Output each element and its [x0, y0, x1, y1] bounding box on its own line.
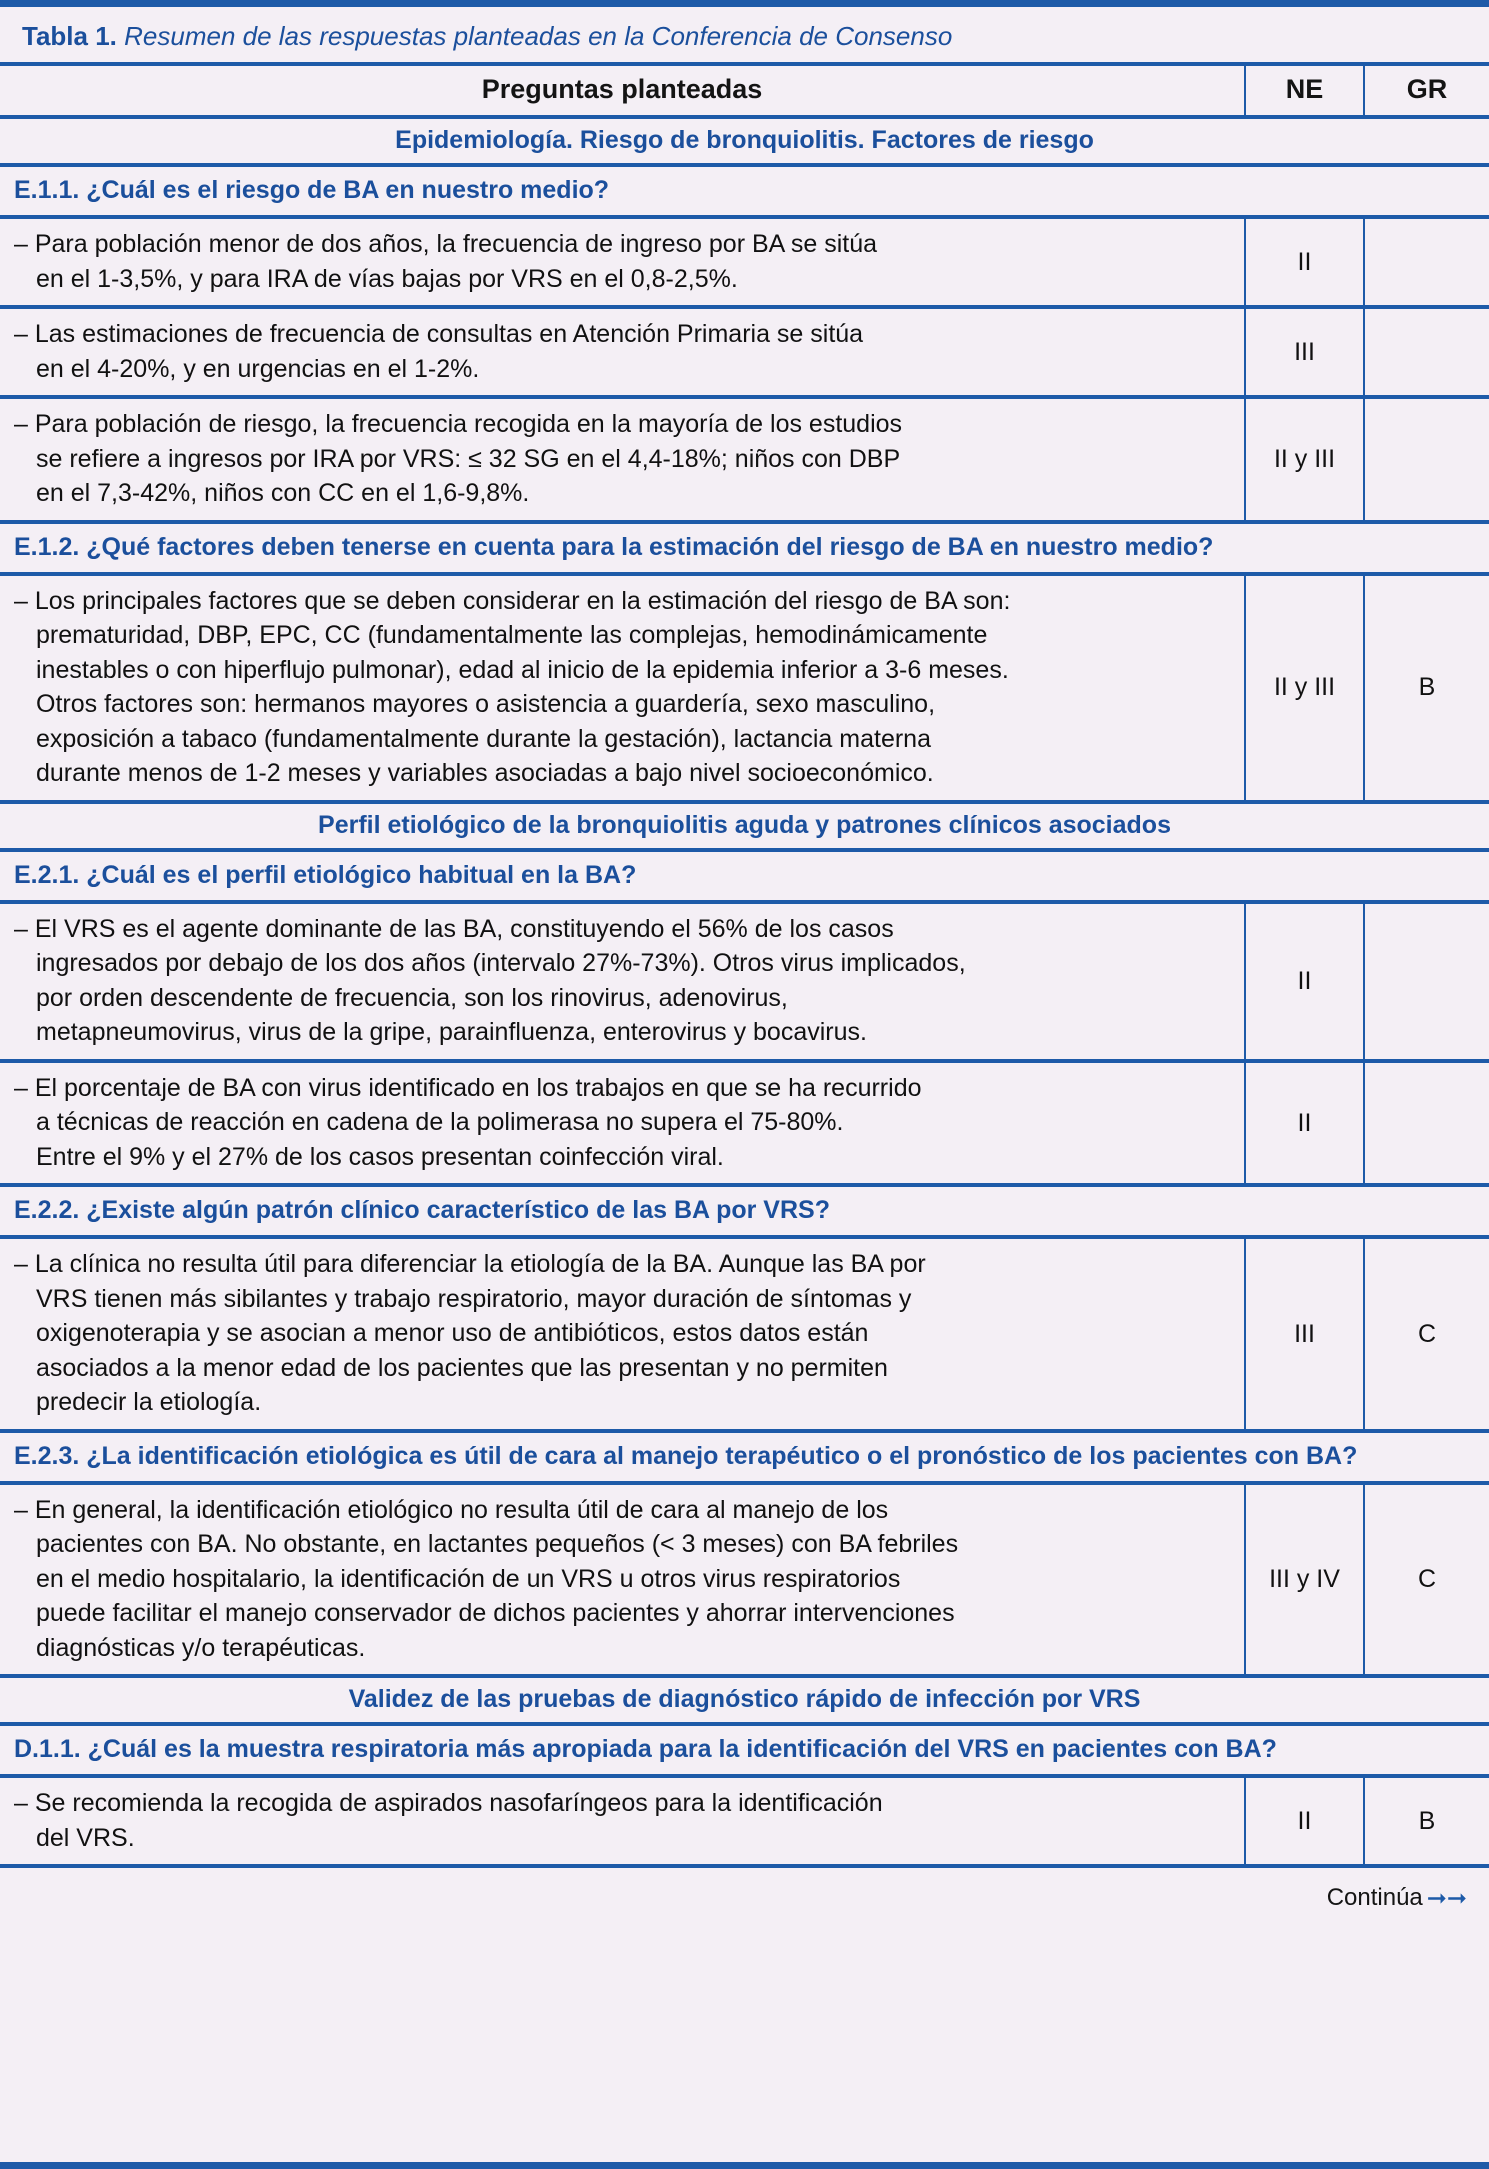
- answer-line: – La clínica no resulta útil para diferenciar la etiología de la BA. Aunque las BA por: [14, 1250, 926, 1279]
- answer-text: [0, 1061, 1245, 1186]
- answer-row: [0, 307, 1489, 397]
- evidence-level-cell: II y III: [1245, 397, 1364, 522]
- answer-line: ingresados por debajo de los dos años (intervalo 27%-73%). Otros virus implicados,: [36, 949, 966, 978]
- answer-line: en el 1-3,5%, y para IRA de vías bajas por VRS en el 0,8-2,5%.: [36, 264, 738, 293]
- answer-line: del VRS.: [36, 1823, 135, 1852]
- recommendation-grade-cell: C: [1364, 1237, 1489, 1431]
- table-body: [0, 117, 1489, 1866]
- column-header-ne: NE: [1245, 66, 1364, 117]
- answer-text: [0, 307, 1245, 397]
- answer-text: [0, 397, 1245, 522]
- section-title: Epidemiología. Riesgo de bronquiolitis. Factores de riesgo: [0, 117, 1489, 165]
- answer-line: por orden descendente de frecuencia, son los rinovirus, adenovirus,: [36, 983, 788, 1012]
- question-text: E.1.2. ¿Qué factores deben tenerse en cuenta para la estimación del riesgo de BA en nuestro medio?: [0, 522, 1489, 574]
- summary-table: [0, 66, 1489, 1868]
- answer-line: pacientes con BA. No obstante, en lactantes pequeños (< 3 meses) con BA febriles: [36, 1530, 959, 1559]
- answer-line: durante menos de 1-2 meses y variables asociadas a bajo nivel socioeconómico.: [36, 759, 934, 788]
- answer-text: [0, 574, 1245, 802]
- table-caption: [0, 7, 1489, 66]
- evidence-level-cell: III: [1245, 1237, 1364, 1431]
- answer-line: oxigenoterapia y se asocian a menor uso de antibióticos, estos datos están: [36, 1319, 869, 1348]
- answer-line: Entre el 9% y el 27% de los casos presentan coinfección viral.: [36, 1142, 724, 1171]
- answer-line: – Los principales factores que se deben considerar en la estimación del riesgo de BA son:: [14, 586, 1011, 615]
- recommendation-grade-cell: C: [1364, 1483, 1489, 1677]
- answer-line: asociados a la menor edad de los pacientes que las presentan y no permiten: [36, 1353, 888, 1382]
- table-caption-label: Tabla 1.: [22, 21, 117, 51]
- section-title: Validez de las pruebas de diagnóstico rápido de infección por VRS: [0, 1676, 1489, 1724]
- section-header-row: [0, 1676, 1489, 1724]
- answer-row: [0, 217, 1489, 307]
- evidence-level-cell: II: [1245, 1061, 1364, 1186]
- answer-line: – Para población de riesgo, la frecuencia recogida en la mayoría de los estudios: [14, 410, 903, 439]
- recommendation-grade-cell: [1364, 397, 1489, 522]
- question-row: [0, 1724, 1489, 1776]
- double-right-arrow-icon: ➞➞: [1426, 1884, 1467, 1912]
- evidence-level-cell: II: [1245, 902, 1364, 1061]
- question-text: E.2.2. ¿Existe algún patrón clínico característico de las BA por VRS?: [0, 1185, 1489, 1237]
- answer-line: puede facilitar el manejo conservador de dichos pacientes y ahorrar intervenciones: [36, 1599, 955, 1628]
- recommendation-grade-cell: B: [1364, 574, 1489, 802]
- answer-row: [0, 397, 1489, 522]
- answer-row: [0, 1483, 1489, 1677]
- answer-row: [0, 1776, 1489, 1866]
- answer-row: [0, 574, 1489, 802]
- evidence-level-cell: III: [1245, 307, 1364, 397]
- answer-row: [0, 1061, 1489, 1186]
- question-row: [0, 1431, 1489, 1483]
- answer-line: en el 4-20%, y en urgencias en el 1-2%.: [36, 354, 480, 383]
- answer-line: – El VRS es el agente dominante de las BA, constituyendo el 56% de los casos: [14, 914, 894, 943]
- answer-line: – El porcentaje de BA con virus identificado en los trabajos en que se ha recurrido: [14, 1073, 922, 1102]
- answer-line: en el 7,3-42%, niños con CC en el 1,6-9,8%.: [36, 479, 530, 508]
- answer-text: [0, 1776, 1245, 1866]
- answer-text: [0, 1237, 1245, 1431]
- table-header-row: [0, 66, 1489, 117]
- recommendation-grade-cell: [1364, 217, 1489, 307]
- answer-line: Otros factores son: hermanos mayores o asistencia a guardería, sexo masculino,: [36, 690, 936, 719]
- answer-row: [0, 1237, 1489, 1431]
- evidence-level-cell: II y III: [1245, 574, 1364, 802]
- answer-line: exposición a tabaco (fundamentalmente durante la gestación), lactancia materna: [36, 724, 931, 753]
- answer-text: [0, 217, 1245, 307]
- evidence-level-cell: II: [1245, 1776, 1364, 1866]
- question-row: [0, 165, 1489, 217]
- column-header-questions: Preguntas planteadas: [0, 66, 1245, 117]
- table-caption-text: Resumen de las respuestas planteadas en la Conferencia de Consenso: [124, 21, 953, 51]
- answer-line: se refiere a ingresos por IRA por VRS: ≤ 32 SG en el 4,4-18%; niños con DBP: [36, 444, 901, 473]
- section-header-row: [0, 802, 1489, 850]
- answer-line: en el medio hospitalario, la identificación de un VRS u otros virus respiratorios: [36, 1564, 901, 1593]
- question-text: E.2.3. ¿La identificación etiológica es útil de cara al manejo terapéutico o el pronóstico de los pacientes con BA?: [0, 1431, 1489, 1483]
- answer-line: – Se recomienda la recogida de aspirados nasofaríngeos para la identificación: [14, 1789, 883, 1818]
- column-header-gr: GR: [1364, 66, 1489, 117]
- section-title: Perfil etiológico de la bronquiolitis aguda y patrones clínicos asociados: [0, 802, 1489, 850]
- recommendation-grade-cell: [1364, 1061, 1489, 1186]
- answer-line: diagnósticas y/o terapéuticas.: [36, 1633, 366, 1662]
- answer-line: a técnicas de reacción en cadena de la polimerasa no supera el 75-80%.: [36, 1108, 844, 1137]
- continues-label: Continúa: [1326, 1884, 1423, 1912]
- recommendation-grade-cell: [1364, 307, 1489, 397]
- answer-line: VRS tienen más sibilantes y trabajo respiratorio, mayor duración de síntomas y: [36, 1284, 912, 1313]
- answer-line: – Las estimaciones de frecuencia de consultas en Atención Primaria se sitúa: [14, 320, 864, 349]
- answer-line: metapneumovirus, virus de la gripe, parainfluenza, enterovirus y bocavirus.: [36, 1018, 867, 1047]
- question-text: E.1.1. ¿Cuál es el riesgo de BA en nuestro medio?: [0, 165, 1489, 217]
- answer-line: prematuridad, DBP, EPC, CC (fundamentalmente las complejas, hemodinámicamente: [36, 621, 988, 650]
- recommendation-grade-cell: [1364, 902, 1489, 1061]
- question-row: [0, 1185, 1489, 1237]
- question-row: [0, 850, 1489, 902]
- answer-line: – En general, la identificación etiológico no resulta útil de cara al manejo de los: [14, 1495, 889, 1524]
- answer-text: [0, 1483, 1245, 1677]
- answer-text: [0, 902, 1245, 1061]
- recommendation-grade-cell: B: [1364, 1776, 1489, 1866]
- question-text: E.2.1. ¿Cuál es el perfil etiológico habitual en la BA?: [0, 850, 1489, 902]
- answer-line: – Para población menor de dos años, la frecuencia de ingreso por BA se sitúa: [14, 230, 878, 259]
- evidence-level-cell: II: [1245, 217, 1364, 307]
- answer-line: predecir la etiología.: [36, 1388, 262, 1417]
- question-row: [0, 522, 1489, 574]
- table-footer: [0, 1868, 1489, 1924]
- answer-line: inestables o con hiperflujo pulmonar), edad al inicio de la epidemia inferior a 3-6 meses.: [36, 655, 1009, 684]
- evidence-level-cell: III y IV: [1245, 1483, 1364, 1677]
- question-text: D.1.1. ¿Cuál es la muestra respiratoria más apropiada para la identificación del VRS en pacientes con BA?: [0, 1724, 1489, 1776]
- section-header-row: [0, 117, 1489, 165]
- answer-row: [0, 902, 1489, 1061]
